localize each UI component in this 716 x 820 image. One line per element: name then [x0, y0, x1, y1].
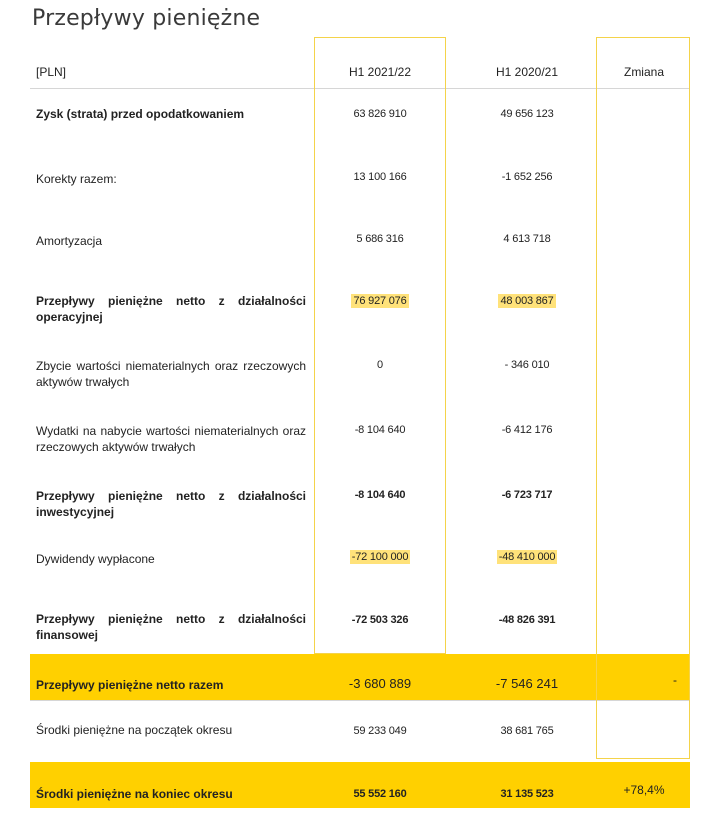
row-value-2021: 5 686 316: [356, 233, 404, 245]
row-value-2021: -8 104 640: [354, 489, 406, 501]
row-value-2021: [316, 549, 444, 565]
row-value-2020: -48 826 391: [498, 614, 556, 626]
row-label: Dywidendy wypłacone: [36, 552, 155, 566]
row-label: Środki pieniężne na koniec okresu: [36, 787, 233, 801]
row-label: Przepływy pieniężne netto razem: [36, 678, 224, 692]
row-label: Korekty razem:: [36, 172, 117, 186]
row-value-2020: -1 652 256: [501, 171, 553, 183]
highlighted-value: 48 003 867: [500, 295, 554, 307]
row-value-2020: 31 135 523: [500, 788, 554, 800]
row-value-2020: [457, 549, 597, 565]
row-value-2021: -8 104 640: [354, 424, 406, 436]
column-header-h1-2020: H1 2020/21: [495, 65, 559, 79]
row-value-2021: 63 826 910: [353, 108, 407, 120]
row-value-2021: 59 233 049: [353, 725, 407, 737]
row-value-2021: 0: [377, 359, 383, 371]
row-value-2021: -72 503 326: [351, 614, 409, 626]
row-change: +78,4%: [623, 783, 665, 797]
row-label: Zbycie wartości niematerialnych oraz rzeczowych aktywów trwałych: [36, 359, 306, 389]
column-frame-zmiana: [596, 37, 690, 759]
row-value-2021: 55 552 160: [353, 788, 407, 800]
row-value-2021: 13 100 166: [353, 171, 407, 183]
row-value-2020: -7 546 241: [495, 676, 559, 691]
row-value-2020: -6 412 176: [501, 424, 553, 436]
page-title: Przepływy pieniężne: [32, 6, 261, 31]
row-value-2021: [316, 293, 444, 309]
row-label: Zysk (strata) przed opodatkowaniem: [36, 107, 245, 121]
row-rule: [30, 700, 690, 701]
row-value-2020: 38 681 765: [500, 725, 554, 737]
row-label: Wydatki na nabycie wartości niematerialnych oraz rzeczowych aktywów trwałych: [36, 424, 306, 454]
row-label: Przepływy pieniężne netto z działalności finansowej: [36, 612, 306, 642]
column-header-zmiana: Zmiana: [623, 65, 664, 79]
row-value-2020: 4 613 718: [503, 233, 551, 245]
highlighted-value: 76 927 076: [353, 295, 407, 307]
row-label: Środki pieniężne na początek okresu: [36, 723, 233, 737]
highlighted-value: -48 410 000: [498, 551, 556, 563]
row-change: -: [673, 673, 677, 687]
row-value-2020: 49 656 123: [500, 108, 554, 120]
column-header-h1-2021: H1 2021/22: [348, 65, 412, 79]
row-label: Amortyzacja: [36, 234, 103, 248]
row-value-2020: -6 723 717: [501, 489, 553, 501]
row-value-2020: - 346 010: [504, 359, 550, 371]
highlighted-value: -72 100 000: [351, 551, 409, 563]
unit-header: [PLN]: [36, 65, 67, 79]
row-value-2020: [457, 293, 597, 309]
row-label: Przepływy pieniężne netto z działalności operacyjnej: [36, 294, 306, 324]
row-label: Przepływy pieniężne netto z działalności inwestycyjnej: [36, 489, 306, 519]
header-rule: [30, 88, 690, 89]
row-value-2021: -3 680 889: [348, 676, 412, 691]
